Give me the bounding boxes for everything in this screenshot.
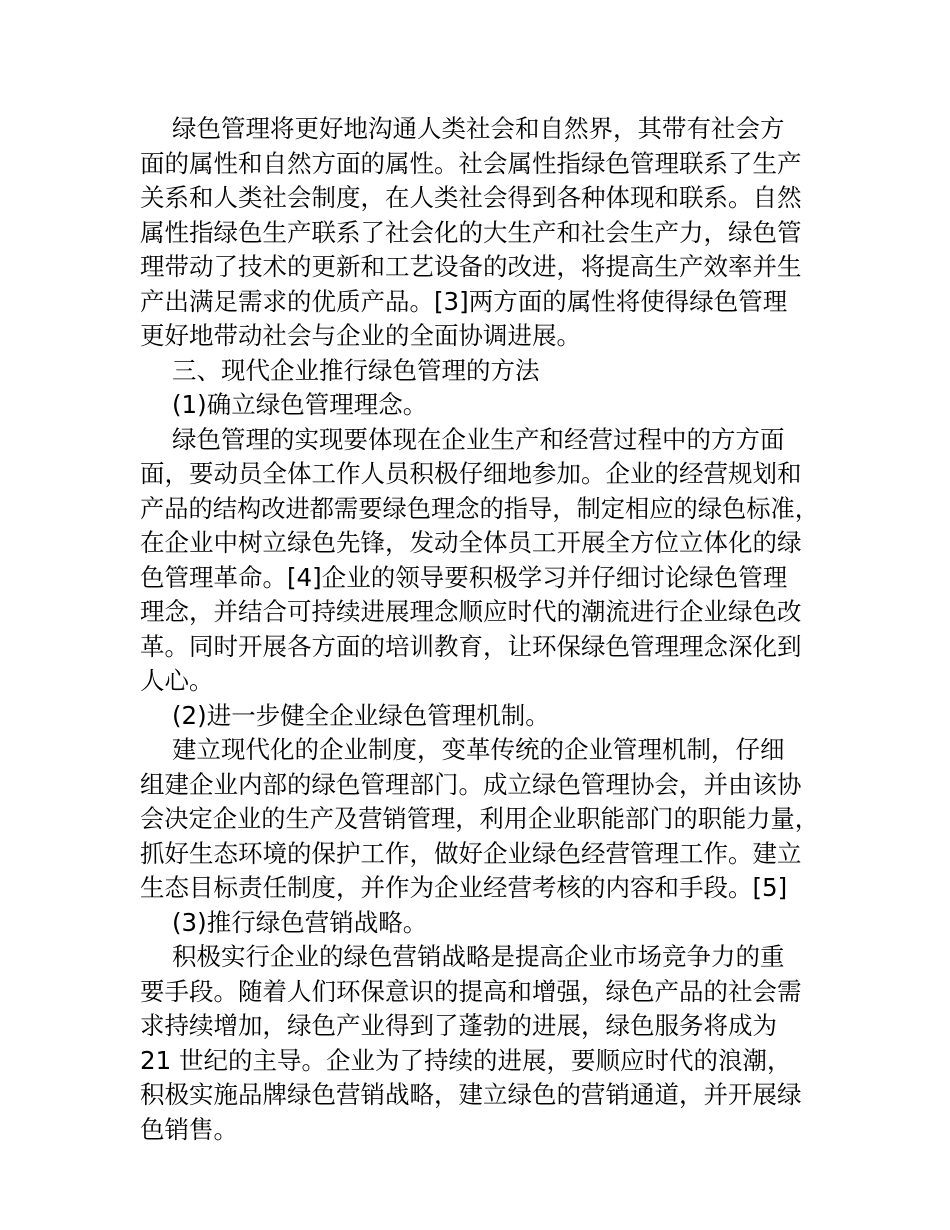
text-line: 产品的结构改进都需要绿色理念的指导，制定相应的绿色标准， (140, 493, 820, 523)
text-line: 积极实行企业的绿色营销战略是提高企业市场竞争力的重 (172, 942, 785, 971)
text-line: 建立现代化的企业制度，变革传统的企业管理机制，仔细 (172, 735, 785, 764)
text-line: 绿色管理的实现要体现在企业生产和经营过程中的方方面 (172, 424, 785, 454)
text-line: 绿色管理将更好地沟通人类社会和自然界，其带有社会方 (172, 114, 785, 143)
text-line: 面的属性和自然方面的属性。社会属性指绿色管理联系了生产 (140, 148, 802, 178)
text-line: 理带动了技术的更新和工艺设备的改进，将提高生产效率并生 (140, 252, 802, 281)
text-line: 21 世纪的主导。企业为了持续的进展，要顺应时代的浪潮， (140, 1045, 792, 1075)
document-body (140, 112, 824, 1147)
text-line: (1)确立绿色管理理念。 (172, 390, 428, 419)
text-line: 求持续增加，绿色产业得到了蓬勃的进展，绿色服务将成为 (140, 1011, 777, 1040)
text-line: 组建企业内部的绿色管理部门。成立绿色管理协会，并由该协 (140, 769, 802, 799)
text-line: 色销售。 (140, 1114, 238, 1144)
text-line: 在企业中树立绿色先锋，发动全体员工开展全方位立体化的绿 (140, 528, 802, 557)
text-line: 抓好生态环境的保护工作，做好企业绿色经营管理工作。建立 (140, 838, 802, 868)
text-line: 生态目标责任制度，并作为企业经营考核的内容和手段。[5] (140, 873, 788, 902)
text-line: 理念，并结合可持续进展理念顺应时代的潮流进行企业绿色改 (140, 597, 802, 626)
text-line: (3)推行绿色营销战略。 (172, 907, 428, 937)
text-line: 会决定企业的生产及营销管理，利用企业职能部门的职能力量， (140, 804, 820, 833)
text-line: 色管理革命。[4]企业的领导要积极学习并仔细讨论绿色管理 (140, 562, 788, 592)
text-line: 革。同时开展各方面的培训教育，让环保绿色管理理念深化到 (140, 631, 802, 661)
text-line: 关系和人类社会制度，在人类社会得到各种体现和联系。自然 (140, 183, 802, 212)
text-line: 属性指绿色生产联系了社会化的大生产和社会生产力，绿色管 (140, 217, 802, 247)
text-line: 人心。 (140, 666, 214, 695)
text-line: 三、现代企业推行绿色管理的方法 (172, 355, 540, 385)
text-line: 更好地带动社会与企业的全面协调进展。 (140, 321, 581, 350)
text-line: 积极实施品牌绿色营销战略，建立绿色的营销通道，并开展绿 (140, 1080, 802, 1109)
text-line: 面，要动员全体工作人员积极仔细地参加。企业的经营规划和 (140, 459, 802, 488)
text-line: 产出满足需求的优质产品。[3]两方面的属性将使得绿色管理 (140, 286, 788, 316)
text-line: 要手段。随着人们环保意识的提高和增强，绿色产品的社会需 (140, 976, 802, 1006)
text-line: (2)进一步健全企业绿色管理机制。 (172, 700, 550, 730)
